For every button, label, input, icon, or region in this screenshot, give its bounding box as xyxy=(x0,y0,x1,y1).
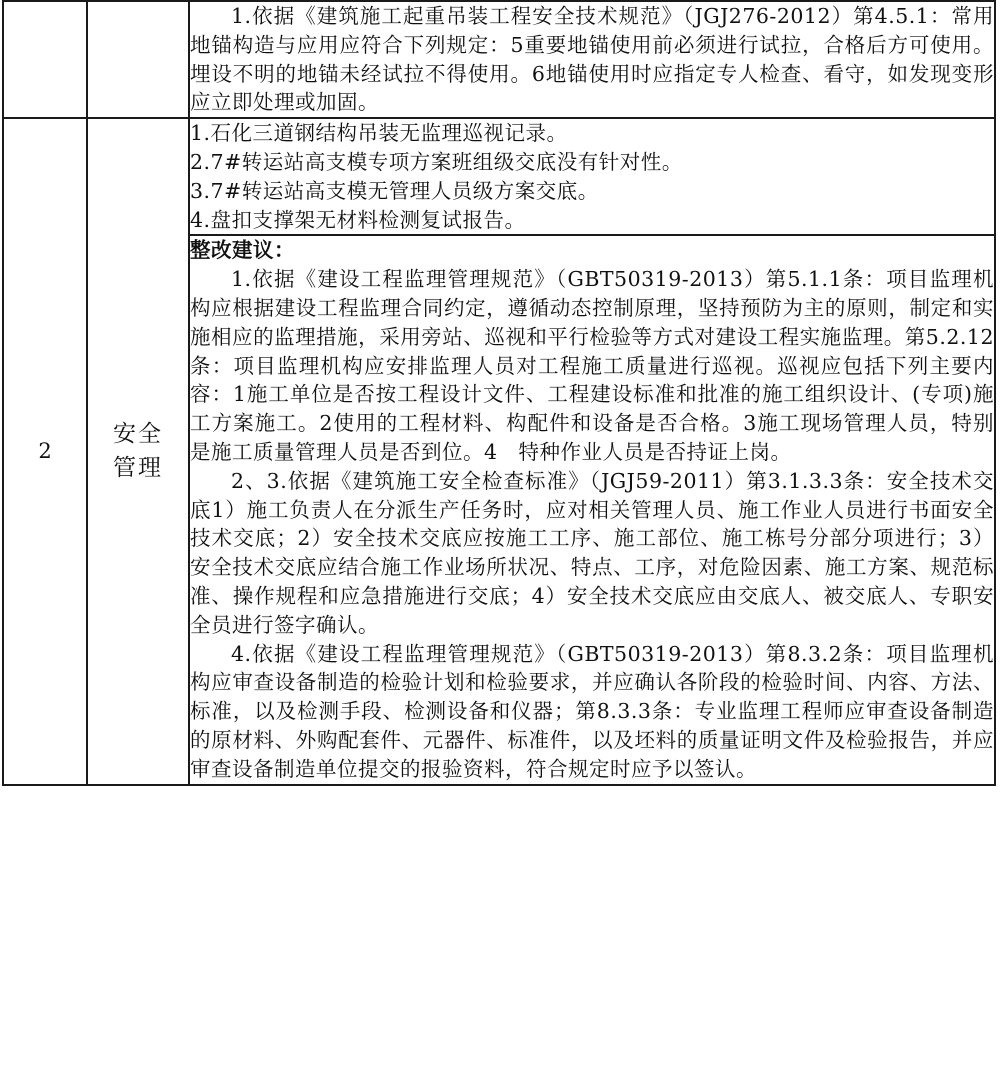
category-label-line2: 管理 xyxy=(113,455,163,482)
issue-item-4: 4.盘扣支撑架无材料检测复试报告。 xyxy=(190,207,526,232)
row-number-cell: 2 xyxy=(3,118,87,784)
issue-item-3: 3.7#转运站高支模无管理人员级方案交底。 xyxy=(190,178,599,203)
issues-cell xyxy=(189,118,995,235)
suggestion-heading: 整改建议： xyxy=(190,238,295,263)
issue-item-1: 1.石化三道钢结构吊装无监理巡视记录。 xyxy=(190,121,568,146)
category-label-line1: 安全 xyxy=(113,421,163,448)
table-row-continued xyxy=(3,1,995,118)
suggestions-cell xyxy=(189,235,995,784)
suggestion-paragraph: 1.依据《建筑施工起重吊装工程安全技术规范》（JGJ276-2012）第4.5.1：常用地锚构造与应用应符合下列规定：5重要地锚使用前必须进行试拉，合格后方可使用。埋设不明的地锚未经试拉不得使用。6地锚使用时应指定专人检查、看守，如发现变形应立即处理或加固。 xyxy=(190,4,994,115)
suggestion-paragraph-2: 2、3.依据《建筑施工安全检查标准》（JGJ59-2011）第3.1.3.3条：安全技术交底1）施工负责人在分派生产任务时，应对相关管理人员、施工作业人员进行书面安全技术交底；2）安全技术交底应按施工工序、施工部位、施工栋号分部分项进行；3）安全技术交底应结合施工作业场所状况、特点、工序，对危险因素、施工方案、规范标准、操作规程和应急措施进行交底；4）安全技术交底应由交底人、被交底人、专职安全员进行签字确认。 xyxy=(190,468,994,637)
category-cell xyxy=(87,1,189,118)
inspection-table xyxy=(2,0,996,786)
suggestion-paragraph-3: 4.依据《建设工程监理管理规范》（GBT50319-2013）第8.3.2条：项目监理机构应审查设备制造的检验计划和检验要求，并应确认各阶段的检验时间、内容、方法、标准，以及检测手段、检测设备和仪器；第8.3.3条：专业监理工程师应审查设备制造的原材料、外购配套件、元器件、标准件，以及坯料的质量证明文件及检验报告，并应审查设备制造单位提交的报验资料，符合规定时应予以签认。 xyxy=(190,641,994,781)
issue-item-2: 2.7#转运站高支模专项方案班组级交底没有针对性。 xyxy=(190,149,683,174)
category-cell xyxy=(87,118,189,784)
row-number-cell xyxy=(3,1,87,118)
suggestion-content-cell xyxy=(189,1,995,118)
table-row-2 xyxy=(3,118,995,235)
suggestion-paragraph-1: 1.依据《建设工程监理管理规范》（GBT50319-2013）第5.1.1条：项目监理机构应根据建设工程监理合同约定，遵循动态控制原理，坚持预防为主的原则，制定和实施相应的监理措施，采用旁站、巡视和平行检验等方式对建设工程实施监理。第5.2.12条：项目监理机构应安排监理人员对工程施工质量进行巡视。巡视应包括下列主要内容：1施工单位是否按工程设计文件、工程建设标准和批准的施工组织设计、(专项)施工方案施工。2使用的工程材料、构配件和设备是否合格。3施工现场管理人员，特别是施工质量管理人员是否到位。4 特种作业人员是否持证上岗。 xyxy=(190,267,994,464)
